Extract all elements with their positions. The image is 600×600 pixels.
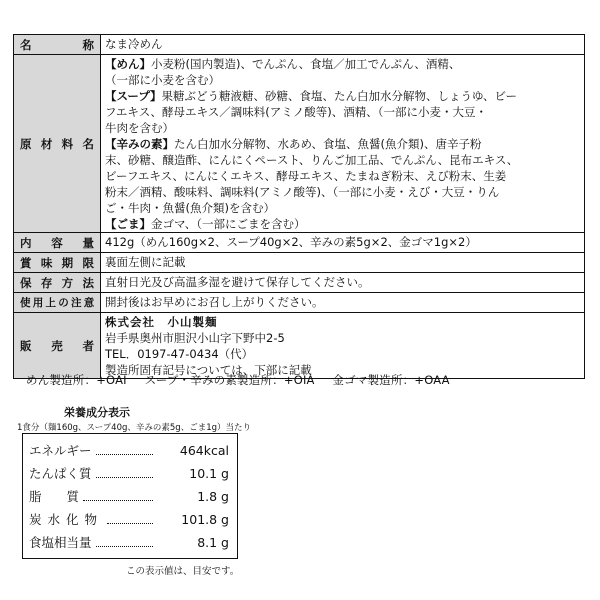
seller-address: 岩手県奥州市胆沢小山字下野中2-5 bbox=[105, 331, 285, 345]
nutrition-row bbox=[29, 486, 229, 506]
ingredient-line bbox=[105, 72, 580, 88]
nutrition-name: 炭水化物 bbox=[29, 512, 104, 527]
nutrition-value: 8.1 g bbox=[197, 534, 229, 550]
factory-code-soup: スープ・辛みの素製造所：+OIA bbox=[144, 373, 315, 387]
nutrition-row bbox=[29, 440, 229, 460]
nutrition-row bbox=[29, 509, 229, 529]
ingredient-line bbox=[105, 136, 580, 152]
ingredient-text: 果糖ぶどう糖液糖、砂糖、食塩、たん白加水分解物、しょうゆ、ビー bbox=[161, 89, 518, 103]
nutrition-name: たんぱく質 bbox=[29, 466, 92, 481]
ingredient-text: 小麦粉(国内製造)、でんぷん、食塩／加工でんぷん、酒精、 bbox=[151, 57, 461, 71]
product-label-table bbox=[13, 34, 585, 379]
ingredient-tag: 【辛みの素】 bbox=[105, 137, 174, 151]
factory-codes bbox=[26, 372, 464, 388]
ingredient-line bbox=[105, 88, 580, 104]
ingredient-tag: 【スープ】 bbox=[105, 89, 162, 103]
seller-tel: TEL．0197-47-0434（代） bbox=[105, 347, 254, 361]
leader-dots bbox=[83, 491, 153, 501]
label-key-usage: 使用上の注意 bbox=[14, 293, 101, 313]
ingredient-line bbox=[105, 168, 580, 184]
ingredient-text: 末、砂糖、醸造酢、にんにくペースト、りんご加工品、でんぷん、昆布エキス、 bbox=[105, 153, 519, 167]
label-value-ingredients bbox=[101, 55, 585, 233]
label-key-content: 内容量 bbox=[14, 233, 101, 253]
label-key-storage: 保存方法 bbox=[14, 273, 101, 293]
ingredient-text: ご・牛肉・魚醤(魚介類)を含む） bbox=[105, 201, 275, 215]
label-key-seller: 販売者 bbox=[14, 313, 101, 379]
nutrition-serving: 1食分（麺160g、スープ40g、辛みの素5g、ごま1g）当たり bbox=[17, 423, 251, 433]
label-row-storage bbox=[14, 273, 585, 293]
nutrition-row bbox=[29, 463, 229, 483]
label-row-content bbox=[14, 233, 585, 253]
nutrition-table bbox=[22, 433, 238, 559]
ingredient-line bbox=[105, 216, 580, 232]
label-key-expiry: 賞味期限 bbox=[14, 253, 101, 273]
label-row-ingredients bbox=[14, 55, 585, 233]
ingredient-text: 粉末／酒精、酸味料、調味料(アミノ酸等)、（一部に小麦・えび・大豆・りん bbox=[105, 185, 500, 199]
ingredient-group bbox=[105, 88, 580, 136]
label-key-name: 名 称 bbox=[14, 35, 101, 55]
leader-dots bbox=[96, 468, 153, 478]
nutrition-name: 脂 質 bbox=[29, 489, 80, 504]
ingredient-text: たん白加水分解物、水あめ、食塩、魚醤(魚介類)、唐辛子粉 bbox=[174, 137, 482, 151]
seller-note: 製造所固有記号については、下部に記載 bbox=[105, 363, 312, 377]
ingredient-text: （一部に小麦を含む） bbox=[105, 73, 220, 87]
leader-dots bbox=[96, 445, 153, 455]
ingredient-group bbox=[105, 56, 580, 88]
ingredient-tag: 【ごま】 bbox=[105, 217, 151, 231]
nutrition-value: 464kcal bbox=[179, 442, 229, 458]
ingredient-group bbox=[105, 216, 580, 232]
leader-dots bbox=[96, 537, 153, 547]
label-value-storage: 直射日光及び高温多湿を避けて保存してください。 bbox=[101, 273, 585, 293]
label-value-usage: 開封後はお早めにお召し上がりください。 bbox=[101, 293, 585, 313]
label-row-name bbox=[14, 35, 585, 55]
nutrition-note: この表示値は、目安です。 bbox=[126, 566, 240, 577]
label-value-seller bbox=[101, 313, 585, 379]
ingredient-line bbox=[105, 104, 580, 120]
label-value-name: なま冷めん bbox=[101, 35, 585, 55]
ingredient-line bbox=[105, 120, 580, 136]
ingredient-text: フエキス、酵母エキス／調味料(アミノ酸等)、酒精、（一部に小麦・大豆・ bbox=[105, 105, 488, 119]
label-row-expiry bbox=[14, 253, 585, 273]
ingredient-line bbox=[105, 200, 580, 216]
ingredient-group bbox=[105, 136, 580, 216]
factory-code-noodle: めん製造所：+OAI bbox=[26, 373, 127, 387]
ingredient-text: ビーフエキス、にんにくエキス、酵母エキス、たまねぎ粉末、えび粉末、生姜 bbox=[105, 169, 507, 183]
nutrition-name: エネルギー bbox=[29, 443, 92, 458]
ingredient-line bbox=[105, 56, 580, 72]
nutrition-value: 10.1 g bbox=[189, 465, 229, 481]
nutrition-title: 栄養成分表示 bbox=[64, 406, 130, 419]
ingredient-line bbox=[105, 152, 580, 168]
label-key-ingredients: 原材料名 bbox=[14, 55, 101, 233]
ingredient-text: 金ゴマ、（一部にごまを含む） bbox=[151, 217, 306, 231]
nutrition-name: 食塩相当量 bbox=[29, 535, 92, 550]
label-value-expiry: 裏面左側に記載 bbox=[101, 253, 585, 273]
ingredient-tag: 【めん】 bbox=[105, 57, 151, 71]
label-value-content: 412g（めん160g×2、スープ40g×2、辛みの素5g×2、金ゴマ1g×2） bbox=[101, 233, 585, 253]
ingredient-line bbox=[105, 184, 580, 200]
leader-dots bbox=[107, 514, 153, 524]
label-row-seller bbox=[14, 313, 585, 379]
factory-code-sesame: 金ゴマ製造所：+OAA bbox=[332, 373, 450, 387]
ingredient-text: 牛肉を含む） bbox=[105, 121, 174, 135]
nutrition-value: 101.8 g bbox=[181, 511, 229, 527]
label-row-usage bbox=[14, 293, 585, 313]
nutrition-row bbox=[29, 532, 229, 552]
seller-company: 株式会社 小山製麺 bbox=[105, 315, 218, 329]
nutrition-value: 1.8 g bbox=[197, 488, 229, 504]
